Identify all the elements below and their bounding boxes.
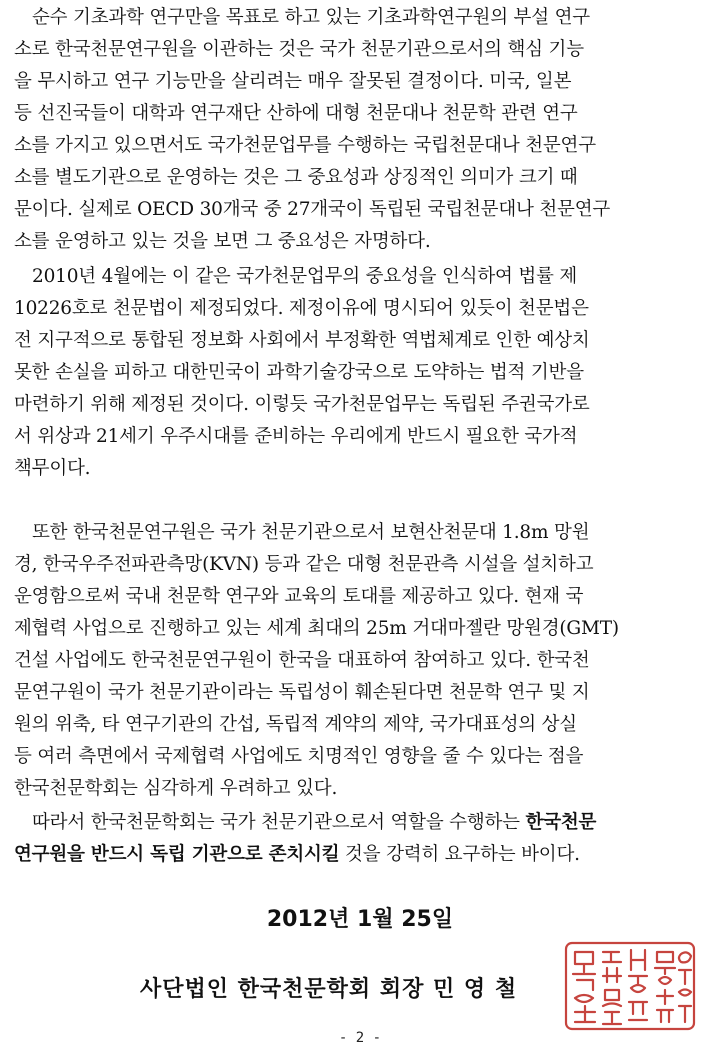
seal-glyphs-col3 <box>629 950 647 1020</box>
signature-line: 사단법인 한국천문학회 회장 민 영 철 <box>140 977 518 1002</box>
paragraph-4 <box>14 807 708 871</box>
text-line: 건설 사업에도 한국천문연구원이 한국을 대표하여 참여하고 있다. 한국천 <box>14 650 590 671</box>
text-line: 또한 한국천문연구원은 국가 천문기관으로서 보현산천문대 1.8m 망원 <box>32 522 590 543</box>
official-seal-stamp <box>563 940 697 1032</box>
seal-glyphs-col4 <box>655 952 675 1022</box>
text-line: 을 무시하고 연구 기능만을 살리려는 매우 잘못된 결정이다. 미국, 일본 <box>14 71 572 92</box>
text-line: 원의 위축, 타 연구기관의 간섭, 독립적 계약의 제약, 국가대표성의 상실 <box>14 714 577 735</box>
paragraph-1 <box>14 2 708 258</box>
text-line: 한국천문학회는 심각하게 우려하고 있다. <box>14 778 338 799</box>
text-line: 문연구원이 국가 천문기관이라는 독립성이 훼손된다면 천문학 연구 및 지 <box>14 682 590 703</box>
paragraph-2 <box>14 261 708 485</box>
text-line: 순수 기초과학 연구만을 목표로 하고 있는 기초과학연구원의 부설 연구 <box>32 7 590 28</box>
text-emphasis: 한국천문 <box>525 812 597 833</box>
text-emphasis: 연구원을 반드시 독립 기관으로 존치시킬 <box>14 844 340 865</box>
text-line: 소를 운영하고 있는 것을 보면 그 중요성은 자명하다. <box>14 231 431 252</box>
text-line: 제협력 사업으로 진행하고 있는 세계 최대의 25m 거대마젤란 망원경(GMT) <box>14 618 619 639</box>
text-line: 문이다. 실제로 OECD 30개국 중 27개국이 독립된 국립천문대나 천문연구 <box>14 199 611 220</box>
paragraph-3 <box>14 517 708 805</box>
text-line: 운영함으로써 국내 천문학 연구와 교육의 토대를 제공하고 있다. 현재 국 <box>14 586 584 607</box>
text-line <box>14 807 708 839</box>
text-line: 등 선진국들이 대학과 연구재단 산하에 대형 천문대나 천문학 관련 연구 <box>14 103 578 124</box>
text-line: 서 위상과 21세기 우주시대를 준비하는 우리에게 반드시 필요한 국가적 <box>14 426 578 447</box>
seal-glyphs-col5 <box>679 952 691 1022</box>
text-line: 소를 가지고 있으면서도 국가천문업무를 수행하는 국립천문대나 천문연구 <box>14 135 596 156</box>
text-normal: 것을 강력히 요구하는 바이다. <box>339 844 580 865</box>
text-line: 못한 손실을 피하고 대한민국이 과학기술강국으로 도약하는 법적 기반을 <box>14 362 584 383</box>
seal-glyphs-col1 <box>573 952 595 1022</box>
text-line: 경, 한국우주전파관측망(KVN) 등과 같은 대형 천문관측 시설을 설치하고 <box>14 554 594 575</box>
text-line: 책무이다. <box>14 458 91 479</box>
text-line: 등 여러 측면에서 국제협력 사업에도 치명적인 영향을 줄 수 있다는 점을 <box>14 746 584 767</box>
text-line: 10226호로 천문법이 제정되었다. 제정이유에 명시되어 있듯이 천문법은 <box>14 298 589 319</box>
text-line <box>14 839 708 871</box>
text-line: 전 지구적으로 통합된 정보화 사회에서 부정확한 역법체계로 인한 예상치 <box>14 330 590 351</box>
text-line: 소로 한국천문연구원을 이관하는 것은 국가 천문기관으로서의 핵심 기능 <box>14 39 584 60</box>
text-line: 마련하기 위해 제정된 것이다. 이렇듯 국가천문업무는 독립된 주권국가로 <box>14 394 590 415</box>
text-normal: 따라서 한국천문학회는 국가 천문기관으로서 역할을 수행하는 <box>32 812 526 833</box>
text-line: 2010년 4월에는 이 같은 국가천문업무의 중요성을 인식하여 법률 제 <box>32 266 578 287</box>
text-line: 소를 별도기관으로 운영하는 것은 그 중요성과 상징적인 의미가 크기 때 <box>14 167 578 188</box>
document-date: 2012년 1월 25일 <box>266 907 454 932</box>
seal-glyphs-col2 <box>603 952 621 1024</box>
page-number: - 2 - <box>338 1030 382 1046</box>
